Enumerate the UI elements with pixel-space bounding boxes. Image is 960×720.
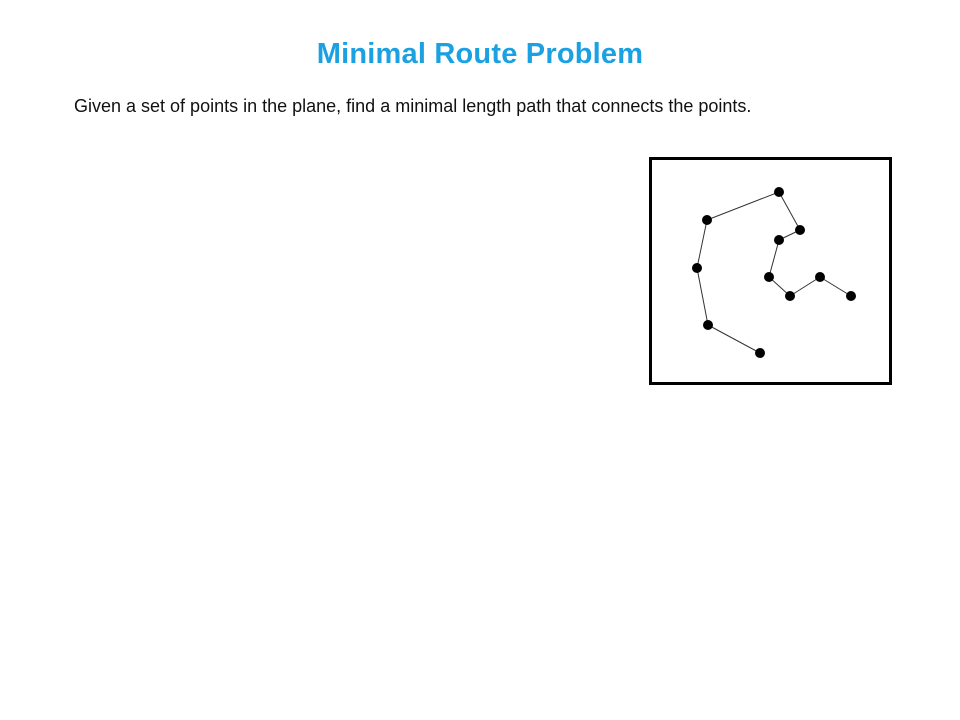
route-segment xyxy=(708,325,760,353)
route-point xyxy=(795,225,805,235)
route-segment xyxy=(769,240,779,277)
route-points xyxy=(692,187,856,358)
route-segment xyxy=(697,268,708,325)
route-point xyxy=(764,272,774,282)
route-segment xyxy=(707,192,779,220)
route-point xyxy=(785,291,795,301)
route-point xyxy=(815,272,825,282)
route-point xyxy=(774,235,784,245)
slide-title: Minimal Route Problem xyxy=(316,38,644,70)
route-segment xyxy=(697,220,707,268)
route-segment xyxy=(820,277,851,296)
route-segment xyxy=(790,277,820,296)
route-diagram xyxy=(652,160,889,382)
route-point xyxy=(702,215,712,225)
route-point xyxy=(703,320,713,330)
route-point xyxy=(774,187,784,197)
route-point xyxy=(755,348,765,358)
route-segment xyxy=(779,192,800,230)
route-figure xyxy=(649,157,892,385)
slide-body-text: Given a set of points in the plane, find a minimal length path that connects the points. xyxy=(74,96,752,116)
route-path xyxy=(697,192,851,353)
route-point xyxy=(692,263,702,273)
route-point xyxy=(846,291,856,301)
